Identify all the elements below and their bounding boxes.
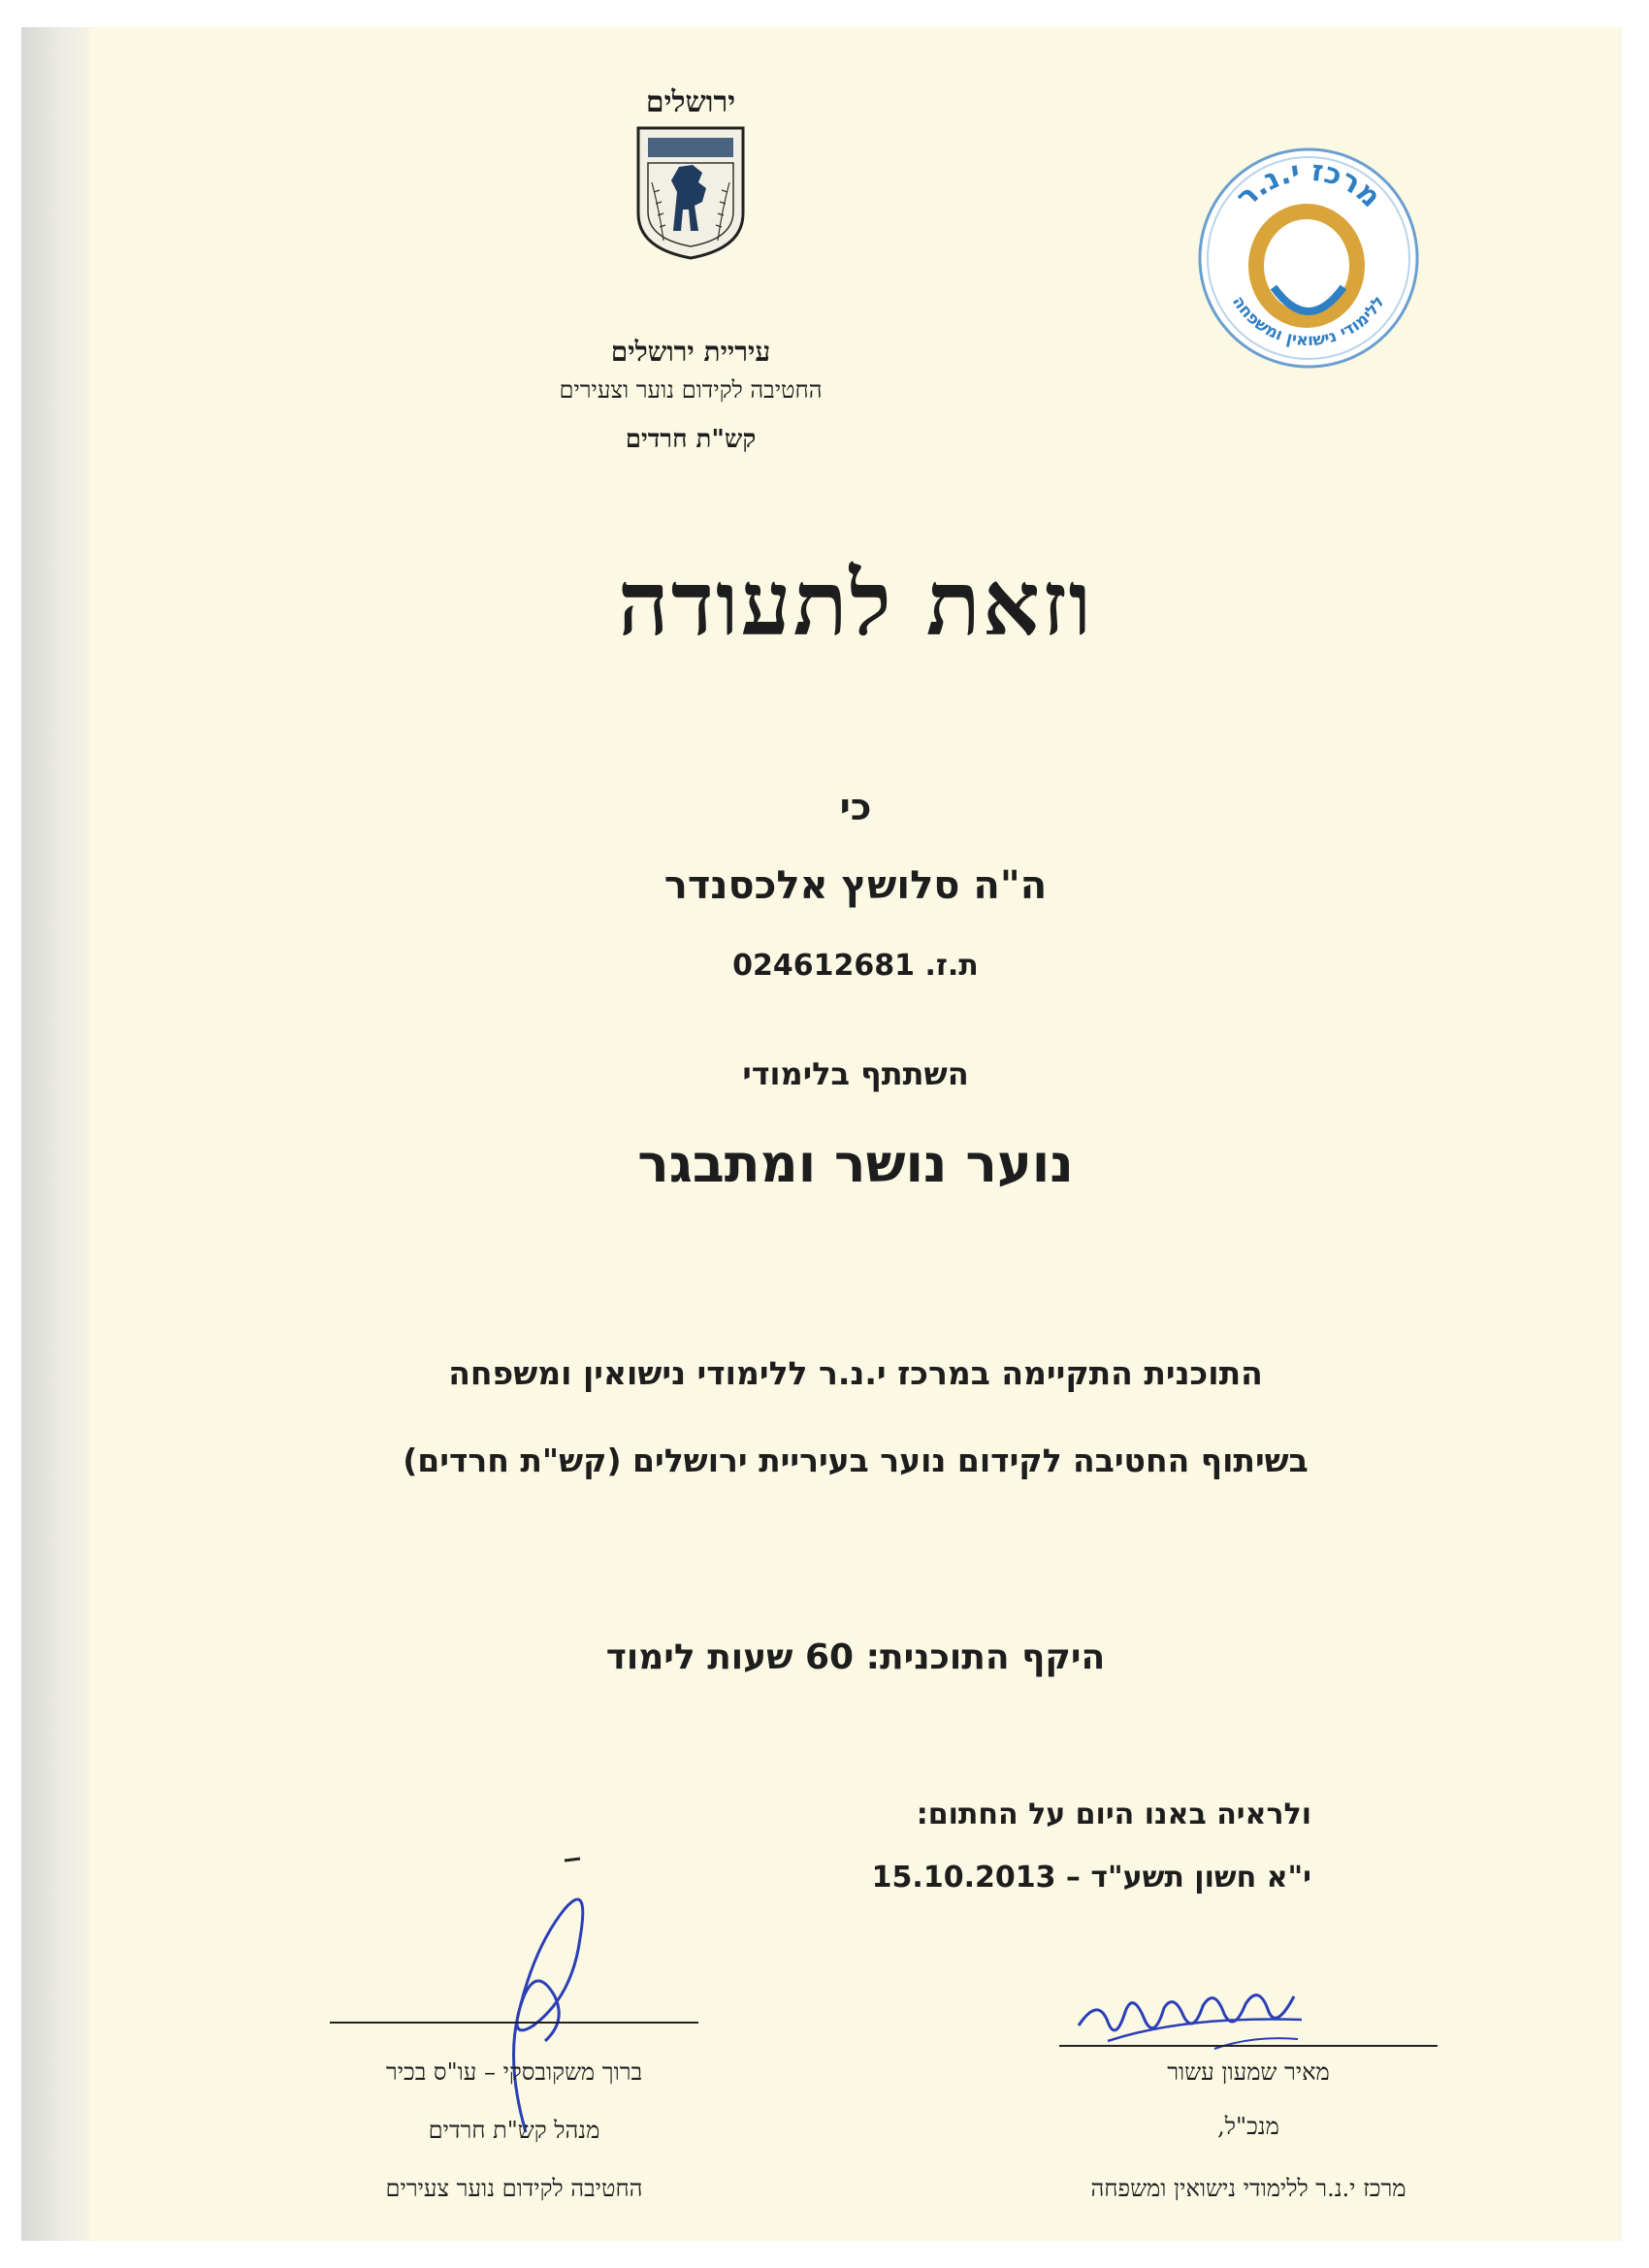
participated-text: השתתף בלימודי (742, 1055, 969, 1092)
manager-signature-icon (409, 1851, 681, 2142)
municipality-name: עיריית ירושלים (610, 336, 771, 368)
center-logo (1192, 142, 1425, 374)
ceo-org: מרכז י.נ.ר ללימודי נישואין ומשפחה (1090, 2175, 1406, 2202)
ceo-title: מנכ"ל, (1217, 2113, 1279, 2140)
ki-word: כי (839, 786, 872, 828)
ceo-signature-line (1059, 2045, 1438, 2047)
center-logo-tagline: ללימודי נישואין ומשפחה (1228, 292, 1389, 351)
manager-signature-line (330, 2022, 698, 2024)
center-logo-icon (1192, 142, 1425, 374)
municipality-header (351, 85, 1030, 454)
certificate-title: וזאת לתעודה (617, 551, 1094, 656)
unit-name: קש"ת חרדים (625, 425, 757, 454)
id-label: ת.ז. (924, 949, 979, 983)
course-name: נוער נושר ומתבגר (637, 1133, 1074, 1194)
program-line-2: בשיתוף החטיבה לקידום נוער בעיריית ירושלים (קש"ת חרדים) (403, 1442, 1309, 1479)
ceo-signature-icon (1069, 1958, 1321, 2074)
manager-title: מנהל קש"ת חרדים (428, 2117, 600, 2144)
ceo-name: מאיר שמעון עשור (1167, 2058, 1330, 2086)
city-name: ירושלים (645, 85, 736, 119)
certificate-date: י"א חשון תשע"ד – 15.10.2013 (871, 1861, 1311, 1895)
division-name: החטיבה לקידום נוער וצעירים (559, 376, 823, 404)
scan-edge-shadow (21, 27, 89, 2241)
program-scope: היקף התוכנית: 60 שעות לימוד (605, 1637, 1106, 1677)
recipient-name: ה"ה סלושץ אלכסנדר (663, 863, 1048, 908)
id-number: 024612681 (732, 949, 916, 983)
certificate-page (89, 27, 1622, 2241)
manager-name: ברוך משקובסקי – עו"ס בכיר (385, 2058, 643, 2086)
manager-org: החטיבה לקידום נוער צעירים (385, 2175, 643, 2202)
witness-text: ולראיה באנו היום על החתום: (916, 1798, 1311, 1831)
center-logo-name: מרכז י.נ.ר (1229, 153, 1388, 215)
jerusalem-emblem-icon (634, 124, 747, 260)
id-line (89, 949, 1622, 983)
program-line-1: התוכנית התקיימה במרכז י.נ.ר ללימודי נישואין ומשפחה (448, 1354, 1263, 1392)
